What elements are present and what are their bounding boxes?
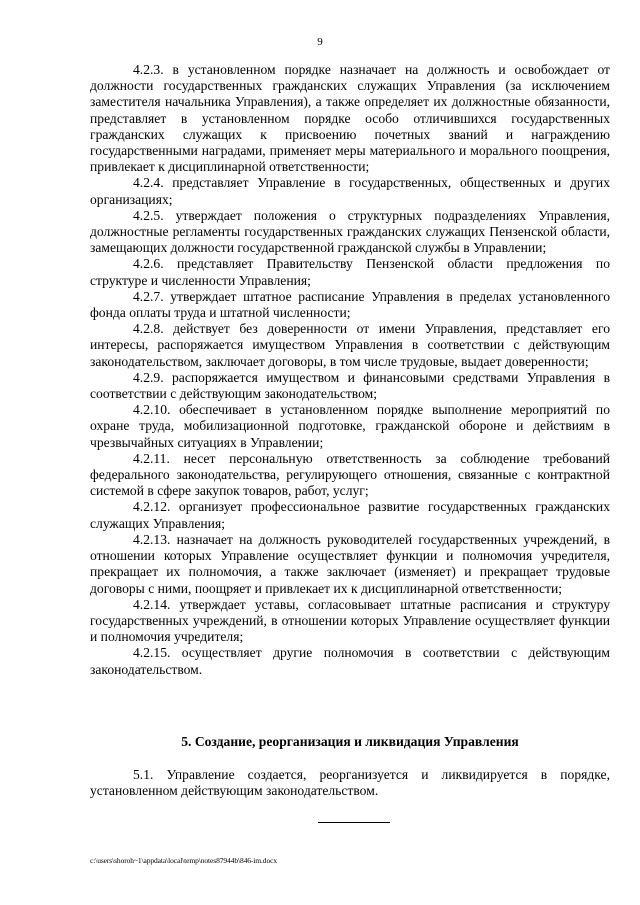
paragraph-4-2-13: 4.2.13. назначает на должность руководителей государственных учреждений, в отношении которых Управление осуществляет функции и полномочия учредителя, прекращает их полномочия, а также заключает (изменяет) и прекращает трудовые договоры с ними, поощряет и привлекает их к дисциплинарной ответственности; xyxy=(90,531,610,596)
paragraph-4-2-12: 4.2.12. организует профессиональное развитие государственных гражданских служащих Управления; xyxy=(90,499,610,531)
paragraph-4-2-11: 4.2.11. несет персональную ответственность за соблюдение требований федерального законодательства, регулирующего отношения, связанные с контрактной системой в сфере закупок товаров, работ, услуг; xyxy=(90,450,610,499)
section-body xyxy=(90,767,610,799)
paragraph-4-2-4: 4.2.4. представляет Управление в государственных, общественных и других организациях; xyxy=(90,175,610,207)
paragraph-4-2-7: 4.2.7. утверждает штатное расписание Управления в пределах установленного фонда оплаты труда и штатной численности; xyxy=(90,288,610,321)
paragraph-4-2-10: 4.2.10. обеспечивает в установленном порядке выполнение мероприятий по охране труда, мобилизационной подготовке, гражданской обороне и действиям в чрезвычайных ситуациях в Управлении; xyxy=(90,402,610,450)
paragraph-4-2-6: 4.2.6. представляет Правительству Пензенской области предложения по структуре и численности Управления; xyxy=(90,256,610,288)
paragraph-4-2-5: 4.2.5. утверждает положения о структурных подразделениях Управления, должностные регламенты государственных гражданских служащих Пензенской области, замещающих должности государственной гражданской службы в Управлении; xyxy=(90,207,610,256)
paragraph-4-2-14: 4.2.14. утверждает уставы, согласовывает штатные расписания и структуру государственных учреждений, в отношении которых Управление осуществляет функции и полномочия учредителя; xyxy=(90,596,610,645)
paragraph-4-2-3: 4.2.3. в установленном порядке назначает на должность и освобождает от должности государственных гражданских служащих Управления (за исключением заместителя начальника Управления), а также определяет их должностные обязанности, представляет в установленном порядке особо отличившихся государственных гражданских служащих к присвоению почетных званий и награждению государственными наградами, применяет меры материального и морального поощрения, привлекает к дисциплинарной ответственности; xyxy=(90,62,610,175)
end-divider xyxy=(318,822,390,823)
paragraph-4-2-9: 4.2.9. распоряжается имуществом и финансовыми средствами Управления в соответствии с действующим законодательством; xyxy=(90,369,610,402)
section-heading: 5. Создание, реорганизация и ликвидация Управления xyxy=(181,734,519,749)
page-number: 9 xyxy=(317,36,323,48)
paragraph-4-2-8: 4.2.8. действует без доверенности от имени Управления, представляет его интересы, распоряжается имуществом Управления в соответствии с действующим законодательством, заключает договоры, в том числе трудовые, выдает доверенности; xyxy=(90,321,610,369)
paragraph-4-2-15: 4.2.15. осуществляет другие полномочия в соответствии с действующим законодательством. xyxy=(90,645,610,677)
body-text xyxy=(90,62,610,678)
paragraph-5-1: 5.1. Управление создается, реорганизуется и ликвидируется в порядке, установленном действующим законодательством. xyxy=(90,767,610,799)
footer-file-path: c:\users\shoroh~1\appdata\local\temp\notes87944b\846-im.docx xyxy=(90,856,277,865)
